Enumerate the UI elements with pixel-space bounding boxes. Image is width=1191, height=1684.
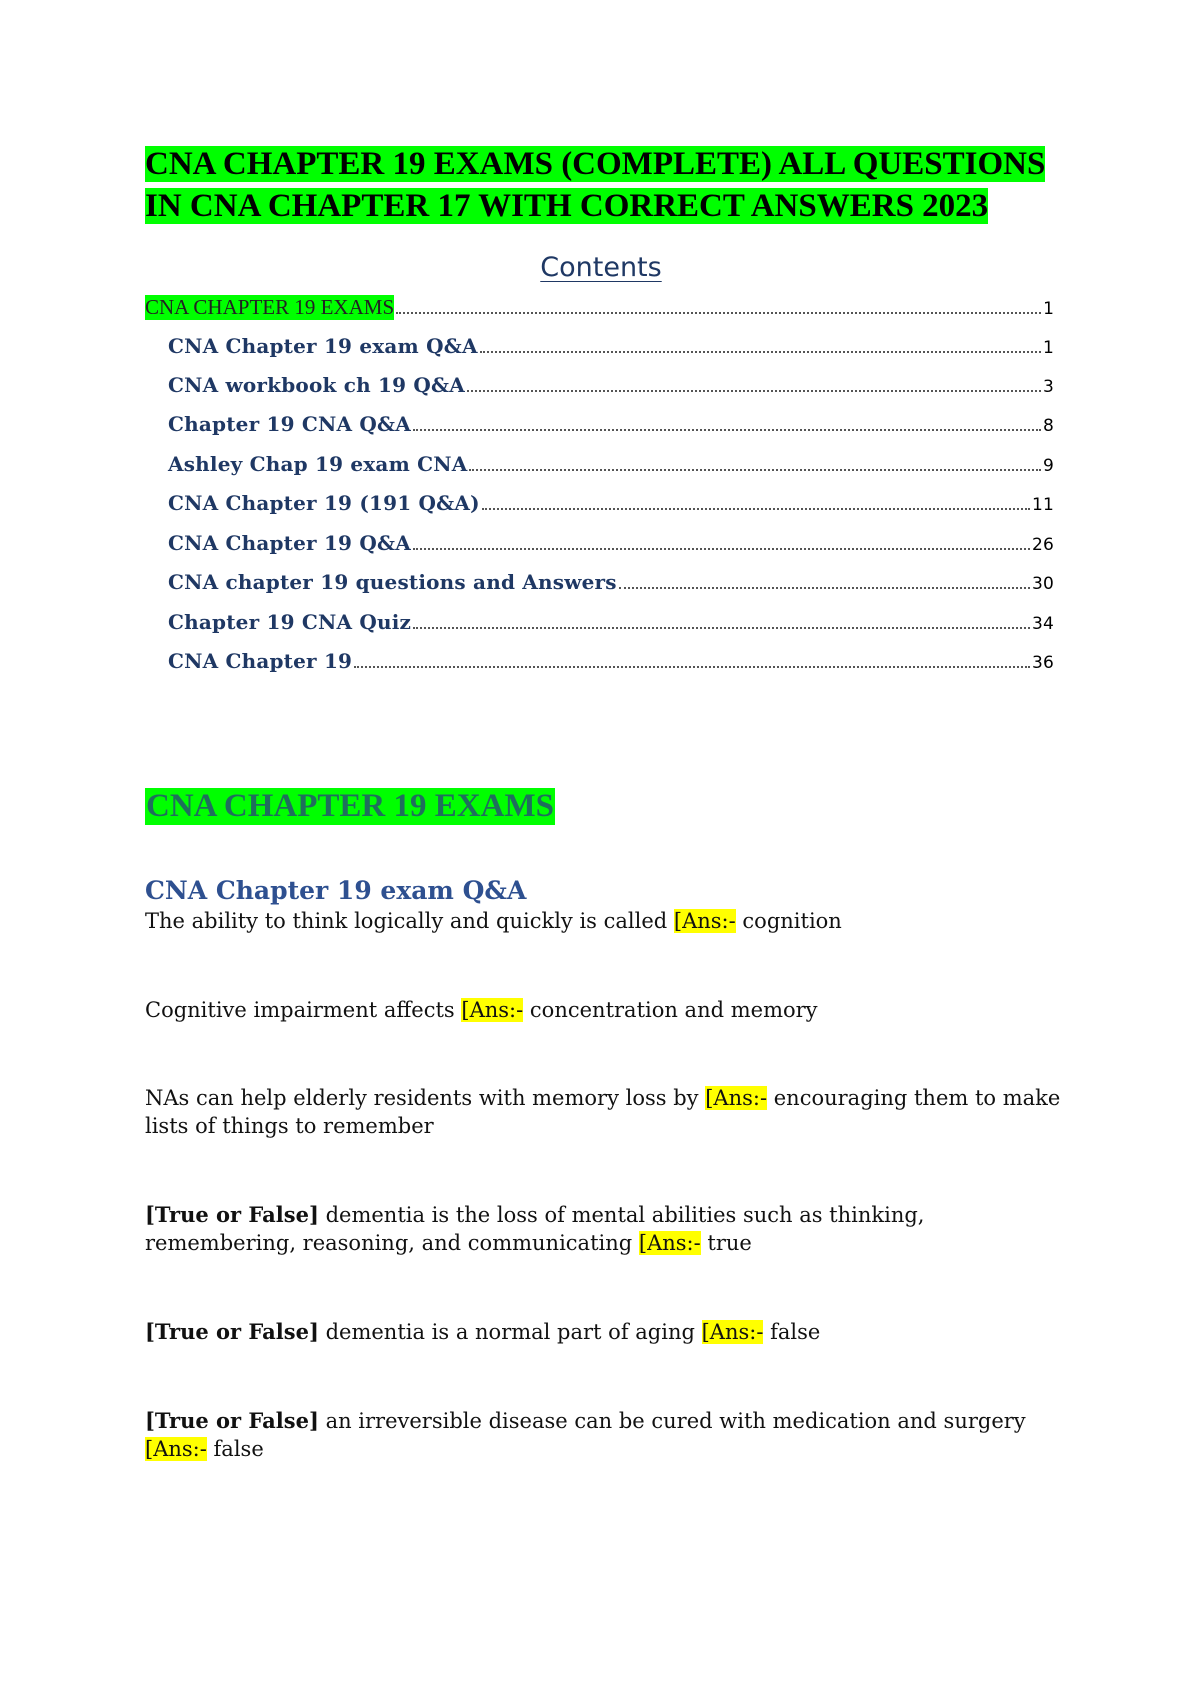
answer-text: true bbox=[707, 1231, 752, 1255]
answer-tag: [Ans:- bbox=[701, 1320, 764, 1344]
answer-tag: [Ans:- bbox=[461, 998, 524, 1022]
toc-entry-label: CNA CHAPTER 19 EXAMS bbox=[145, 295, 395, 319]
toc-leader bbox=[354, 666, 1030, 668]
question-text: dementia is the loss of mental abilities such as thinking, remembering, reasoning, and communicating bbox=[145, 1203, 925, 1255]
question-text: The ability to think logically and quickly is called bbox=[145, 909, 668, 933]
toc-entry-label: CNA chapter 19 questions and Answers bbox=[168, 570, 617, 594]
qa-item bbox=[145, 1084, 1065, 1140]
toc-entry-page: 8 bbox=[1042, 416, 1054, 436]
qa-item bbox=[145, 1407, 1065, 1463]
answer-text: cognition bbox=[742, 909, 842, 933]
toc-entry[interactable] bbox=[168, 491, 1054, 519]
toc-entry-label: CNA Chapter 19 exam Q&A bbox=[168, 334, 478, 358]
true-false-tag: [True or False] bbox=[145, 1319, 319, 1344]
toc-entry-page: 11 bbox=[1031, 495, 1054, 515]
qa-item bbox=[145, 996, 1065, 1024]
toc-entry-page: 1 bbox=[1042, 338, 1054, 358]
toc-entry-label: CNA workbook ch 19 Q&A bbox=[168, 373, 465, 397]
toc-leader bbox=[619, 587, 1030, 589]
toc-entry-page: 9 bbox=[1042, 456, 1054, 476]
toc-leader bbox=[480, 351, 1041, 353]
answer-text: encouraging them to make lists of things to remember bbox=[145, 1086, 1061, 1138]
question-text: NAs can help elderly residents with memory loss by bbox=[145, 1086, 699, 1110]
answer-text: false bbox=[770, 1320, 821, 1344]
toc-entry[interactable] bbox=[168, 373, 1054, 401]
toc-entry[interactable] bbox=[168, 412, 1054, 440]
toc-entry-page: 30 bbox=[1031, 574, 1054, 594]
toc-entry-label: Ashley Chap 19 exam CNA bbox=[168, 452, 468, 476]
answer-tag: [Ans:- bbox=[638, 1231, 701, 1255]
toc-entry-label: CNA Chapter 19 Q&A bbox=[168, 531, 411, 555]
answer-text: concentration and memory bbox=[529, 998, 818, 1022]
qa-item bbox=[145, 1201, 1065, 1257]
toc-leader bbox=[469, 469, 1041, 471]
document-title: CNA CHAPTER 19 EXAMS (COMPLETE) ALL QUESTIONS IN CNA CHAPTER 17 WITH CORRECT ANSWERS 2023 bbox=[145, 146, 1046, 224]
toc-entry[interactable] bbox=[168, 452, 1054, 480]
toc-entry-page: 34 bbox=[1031, 614, 1054, 634]
toc-entry-label: Chapter 19 CNA Q&A bbox=[168, 412, 411, 436]
toc-entry[interactable] bbox=[168, 531, 1054, 559]
toc-entry[interactable] bbox=[168, 570, 1054, 598]
toc-leader bbox=[413, 548, 1030, 550]
true-false-tag: [True or False] bbox=[145, 1202, 319, 1227]
answer-tag: [Ans:- bbox=[145, 1437, 207, 1461]
toc-entry[interactable] bbox=[168, 649, 1054, 677]
toc-entry-page: 36 bbox=[1031, 653, 1054, 673]
toc-entry-page: 26 bbox=[1031, 535, 1054, 555]
section-heading: CNA CHAPTER 19 EXAMS bbox=[146, 788, 554, 824]
toc-entry[interactable] bbox=[168, 334, 1054, 362]
answer-tag: [Ans:- bbox=[705, 1086, 768, 1110]
toc-entry-label: CNA Chapter 19 (191 Q&A) bbox=[168, 491, 480, 515]
question-text: an irreversible disease can be cured with medication and surgery bbox=[325, 1409, 1026, 1433]
toc-entry-page: 3 bbox=[1042, 377, 1054, 397]
qa-item bbox=[145, 1318, 1065, 1346]
question-text: dementia is a normal part of aging bbox=[325, 1320, 695, 1344]
toc-leader bbox=[467, 390, 1041, 392]
toc-leader bbox=[413, 429, 1041, 431]
toc-leader bbox=[413, 627, 1030, 629]
toc-leader bbox=[482, 508, 1030, 510]
toc-entry-page: 1 bbox=[1043, 299, 1054, 319]
toc-heading: Contents bbox=[540, 252, 662, 283]
qa-item bbox=[145, 907, 1065, 935]
toc-entry-label: Chapter 19 CNA Quiz bbox=[168, 610, 412, 634]
subsection-heading: CNA Chapter 19 exam Q&A bbox=[145, 876, 527, 905]
toc-leader bbox=[396, 312, 1041, 314]
toc-entry-label: CNA Chapter 19 bbox=[168, 649, 353, 673]
toc-entry[interactable] bbox=[168, 610, 1054, 638]
answer-text: false bbox=[213, 1437, 264, 1461]
answer-tag: [Ans:- bbox=[673, 909, 736, 933]
toc-entry[interactable] bbox=[145, 295, 1054, 323]
true-false-tag: [True or False] bbox=[145, 1408, 319, 1433]
question-text: Cognitive impairment affects bbox=[145, 998, 455, 1022]
